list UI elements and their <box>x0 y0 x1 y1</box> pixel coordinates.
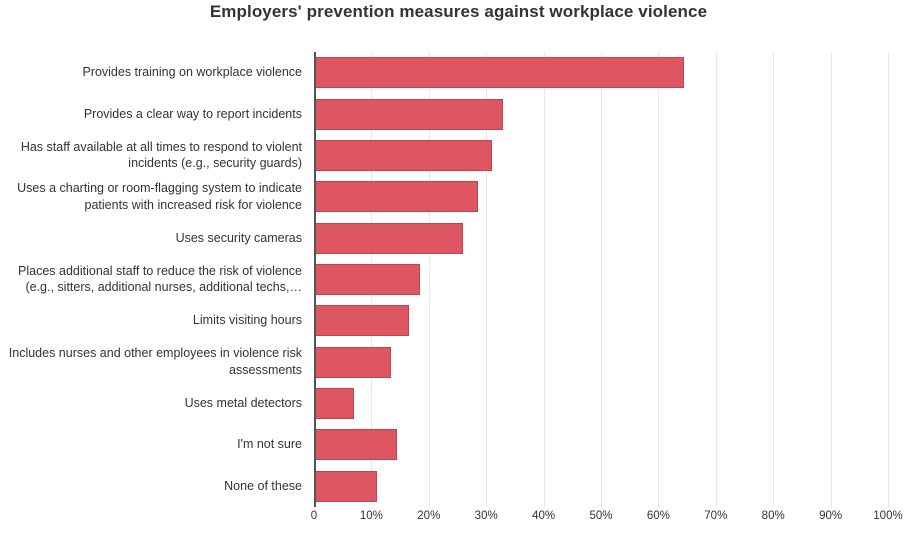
category-label: None of these <box>224 478 302 493</box>
bar-row <box>314 52 888 93</box>
bar-row <box>314 424 888 465</box>
bar[interactable] <box>314 429 397 460</box>
x-tick-label: 100% <box>873 510 903 522</box>
bar-row <box>314 259 888 300</box>
x-tick-label: 20% <box>417 510 441 522</box>
x-tick-label: 80% <box>761 510 785 522</box>
category-label: Provides training on workplace violence <box>82 65 302 80</box>
bar[interactable] <box>314 99 503 130</box>
bar[interactable] <box>314 57 684 88</box>
category-label: I'm not sure <box>237 437 302 452</box>
category-label: Limits visiting hours <box>192 313 302 328</box>
chart-title: Employers' prevention measures against workplace violence <box>209 2 708 21</box>
category-label: Uses security cameras <box>175 230 302 245</box>
bar[interactable] <box>314 181 478 212</box>
bar-row <box>314 135 888 176</box>
bar-row <box>314 383 888 424</box>
category-label: Has staff available at all times to respond to violent incidents (e.g., security guards) <box>20 139 302 171</box>
x-tick-label: 50% <box>589 510 613 522</box>
category-label: Uses a charting or room-flagging system to indicate patients with increased risk for violence <box>17 180 302 212</box>
x-tick-label: 30% <box>474 510 498 522</box>
category-axis-labels <box>0 52 308 507</box>
y-axis-line <box>314 52 316 507</box>
x-tick-label: 0 <box>310 510 318 522</box>
x-axis-tick-labels <box>0 510 917 534</box>
bar[interactable] <box>314 388 354 419</box>
bar-row <box>314 217 888 258</box>
bar[interactable] <box>314 347 391 378</box>
bar-row <box>314 342 888 383</box>
category-label: Uses metal detectors <box>184 396 302 411</box>
bar-series <box>314 52 888 507</box>
category-label: Places additional staff to reduce the risk of violence (e.g., sitters, additional nurses, additional techs,… <box>18 263 302 295</box>
x-tick-label: 40% <box>532 510 556 522</box>
x-tick-label: 90% <box>819 510 843 522</box>
gridline <box>888 52 889 507</box>
x-tick-label: 60% <box>646 510 670 522</box>
category-label: Includes nurses and other employees in violence risk assessments <box>8 346 302 378</box>
bar[interactable] <box>314 140 492 171</box>
bar-row <box>314 466 888 507</box>
bar-row <box>314 300 888 341</box>
category-label: Provides a clear way to report incidents <box>83 106 302 121</box>
x-tick-label: 70% <box>704 510 728 522</box>
bar-row <box>314 93 888 134</box>
bar[interactable] <box>314 471 377 502</box>
bar[interactable] <box>314 223 463 254</box>
x-tick-label: 10% <box>359 510 383 522</box>
bar-row <box>314 176 888 217</box>
bar[interactable] <box>314 305 409 336</box>
plot-area <box>314 52 888 507</box>
bar[interactable] <box>314 264 420 295</box>
